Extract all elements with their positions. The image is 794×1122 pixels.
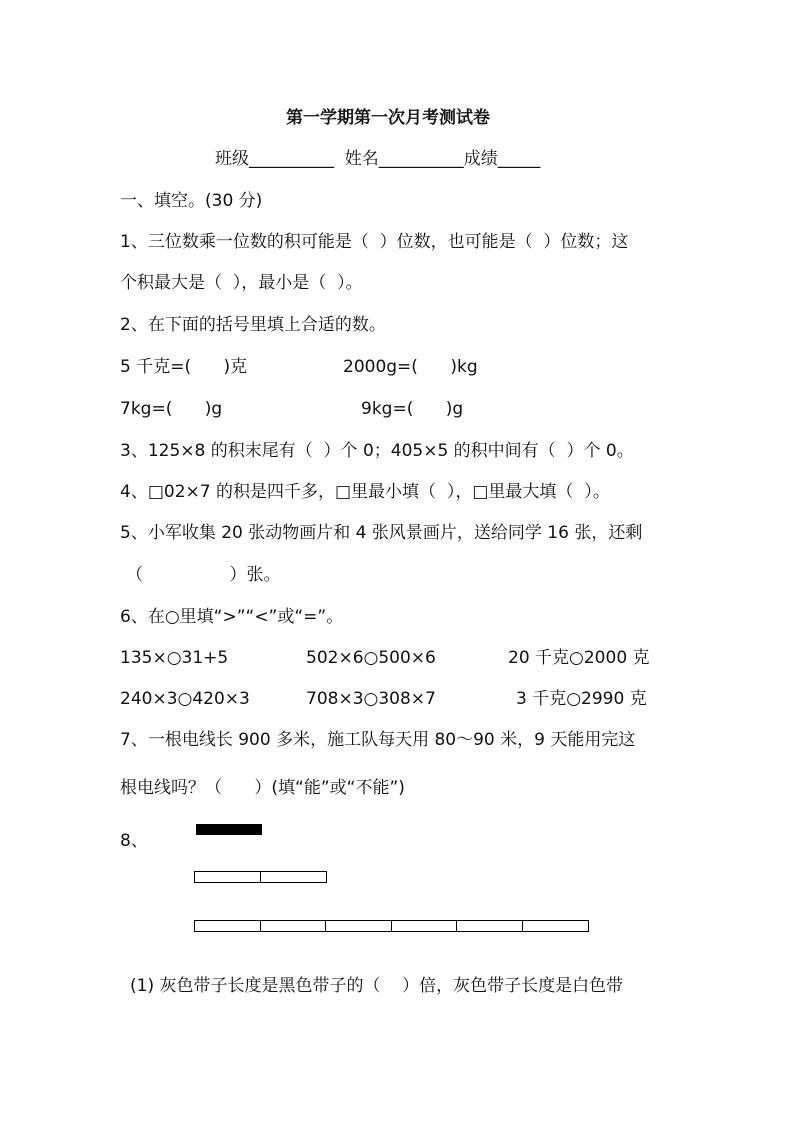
strip-segment	[260, 871, 327, 883]
strip-segment	[522, 920, 589, 932]
strip-segment	[391, 920, 458, 932]
question-8-sub-1: (1) 灰色带子长度是黑色带子的（ ）倍，灰色带子长度是白色带	[130, 976, 624, 996]
gray-strip	[194, 920, 587, 932]
question-6-row-2-a: 240×3○420×3	[120, 689, 250, 709]
question-2-item-d: 9kg=( )g	[361, 399, 464, 419]
strip-segment	[260, 920, 327, 932]
exam-title: 第一学期第一次月考测试卷	[286, 108, 490, 128]
question-6-row-2-b: 708×3○308×7	[306, 689, 436, 709]
question-2-item-c: 7kg=( )g	[120, 399, 223, 419]
question-1-line-2: 个积最大是（ ），最小是（ ）。	[120, 273, 363, 293]
question-2-heading: 2、在下面的括号里填上合适的数。	[120, 315, 386, 335]
question-7-line-1: 7、一根电线长 900 多米，施工队每天用 80～90 米，9 天能用完这	[120, 730, 636, 750]
question-6-row-1-b: 502×6○500×6	[306, 648, 436, 668]
question-6-row-1-c: 20 千克○2000 克	[508, 648, 650, 668]
question-3: 3、125×8 的积末尾有（ ）个 0；405×5 的积中间有（ ）个 0。	[120, 441, 634, 461]
strip-segment	[194, 920, 261, 932]
question-4: 4、□02×7 的积是四千多，□里最小填（ ），□里最大填（ ）。	[120, 482, 610, 502]
student-info-line: 班级__________ 姓名__________成绩_____	[215, 149, 541, 169]
question-8-label: 8、	[120, 831, 148, 851]
question-2-item-a: 5 千克=( )克	[120, 357, 248, 377]
question-6-row-2-c: 3 千克○2990 克	[516, 689, 647, 709]
white-strip	[194, 871, 325, 883]
black-strip	[196, 824, 262, 835]
question-5-line-1: 5、小军收集 20 张动物画片和 4 张风景画片，送给同学 16 张，还剩	[120, 523, 643, 543]
strip-segment	[325, 920, 392, 932]
strip-segment	[456, 920, 523, 932]
question-6-heading: 6、在○里填“>”“<”或“=”。	[120, 607, 344, 627]
question-7-line-2: 根电线吗？（ ）(填“能”或“不能”)	[120, 778, 405, 798]
question-6-row-1-a: 135×○31+5	[120, 648, 229, 668]
question-1-line-1: 1、三位数乘一位数的积可能是（ ）位数，也可能是（ ）位数；这	[120, 232, 629, 252]
strip-segment	[194, 871, 261, 883]
question-2-item-b: 2000g=( )kg	[343, 357, 478, 377]
section-heading: 一、填空。(30 分)	[120, 191, 263, 211]
question-5-line-2: （ ）张。	[126, 565, 281, 585]
